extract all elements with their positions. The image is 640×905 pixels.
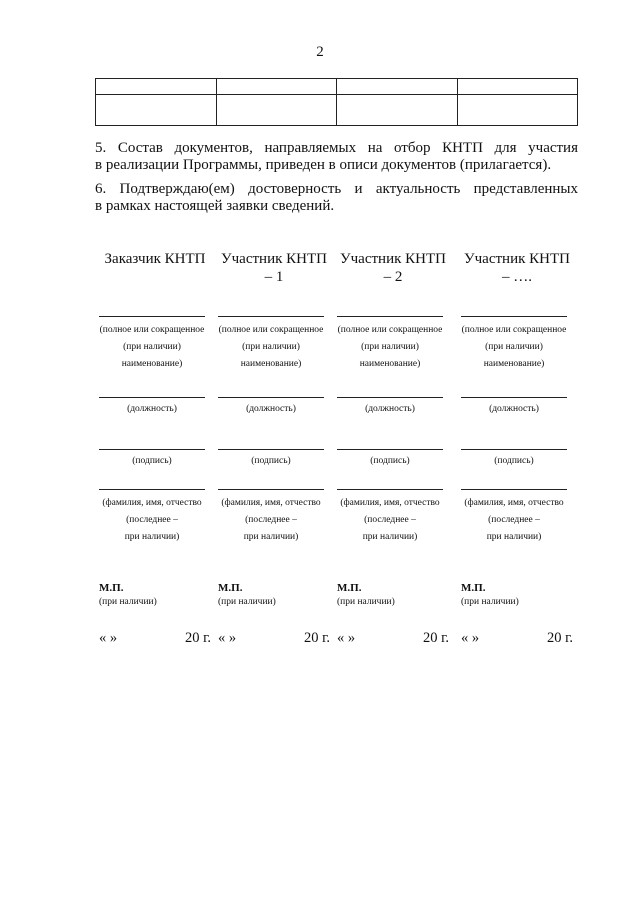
signatory-number: – …. [502, 269, 532, 285]
signatory-title-text: Заказчик КНТП [104, 251, 206, 267]
fio-line [218, 489, 324, 490]
signatory-title [337, 250, 449, 286]
fio-caption: (фамилия, имя, отчество (последнее – при наличии) [221, 498, 321, 542]
fio-line [461, 489, 567, 490]
table-cell [216, 79, 337, 95]
signature-line [461, 449, 567, 450]
signature-caption: (подпись) [132, 456, 172, 466]
name-line [461, 316, 567, 317]
document-table [95, 78, 578, 126]
stamp-label: М.П. [218, 582, 243, 594]
stamp-label: М.П. [461, 582, 486, 594]
fio-caption: (фамилия, имя, отчество (последнее – при наличии) [102, 498, 202, 542]
stamp-note: (при наличии) [218, 597, 276, 607]
signatory-participant-2: Участник КНТП – 2 (полное или сокращенное (при наличии) наименование) (должность) (подпись) (фамилия, имя, отчество (последнее – при наличии) М.П. (при наличии) « » 20 г. [337, 250, 449, 286]
position-line [218, 397, 324, 398]
position-caption: (должность) [246, 404, 296, 414]
signatory-title-text: Участник КНТП [340, 251, 446, 267]
fio-line [99, 489, 205, 490]
paragraph-5 [95, 140, 578, 174]
stamp-label: М.П. [337, 582, 362, 594]
fio-line [337, 489, 443, 490]
position-caption: (должность) [365, 404, 415, 414]
signatory-title-text: Участник КНТП [464, 251, 570, 267]
page-number: 2 [316, 44, 324, 60]
position-caption: (должность) [489, 404, 539, 414]
position-line [99, 397, 205, 398]
signatory-number: – 2 [383, 269, 403, 285]
paragraph-line: в рамках настоящей заявки сведений. [95, 198, 335, 214]
paragraph-6 [95, 181, 578, 215]
signatory-customer: Заказчик КНТП (полное или сокращенное (при наличии) наименование) (должность) (подпись) (фамилия, имя, отчество (последнее – при наличии) М.П. (при наличии) « » 20 г. [99, 250, 211, 268]
signatory-participant-1: Участник КНТП – 1 (полное или сокращенное (при наличии) наименование) (должность) (подпись) (фамилия, имя, отчество (последнее – при наличии) М.П. (при наличии) « » 20 г. [218, 250, 330, 286]
stamp-note: (при наличии) [99, 597, 157, 607]
signatory-title [461, 250, 573, 286]
name-line [337, 316, 443, 317]
paragraph-line: в реализации Программы, приведен в описи документов (прилагается). [95, 157, 552, 173]
table-cell [337, 79, 458, 95]
name-caption: (полное или сокращенное (при наличии) наименование) [337, 325, 443, 369]
signature-caption: (подпись) [251, 456, 291, 466]
stamp-note: (при наличии) [461, 597, 519, 607]
table-cell [96, 95, 217, 126]
paragraph-line: 5. Состав документов, направляемых на отбор КНТП для участия [95, 140, 578, 156]
paragraph-line: 6. Подтверждаю(ем) достоверность и актуальность представленных [95, 181, 578, 197]
name-caption: (полное или сокращенное (при наличии) наименование) [461, 325, 567, 369]
name-caption: (полное или сокращенное (при наличии) наименование) [99, 325, 205, 369]
signature-caption: (подпись) [494, 456, 534, 466]
name-line [218, 316, 324, 317]
table-cell [216, 95, 337, 126]
stamp-label: М.П. [99, 582, 124, 594]
table-cell [96, 79, 217, 95]
fio-caption: (фамилия, имя, отчество (последнее – при наличии) [464, 498, 564, 542]
position-line [461, 397, 567, 398]
name-line [99, 316, 205, 317]
fio-caption: (фамилия, имя, отчество (последнее – при наличии) [340, 498, 440, 542]
position-line [337, 397, 443, 398]
signature-line [99, 449, 205, 450]
position-caption: (должность) [127, 404, 177, 414]
signatory-title [218, 250, 330, 286]
signature-line [218, 449, 324, 450]
signatory-title-text: Участник КНТП [221, 251, 327, 267]
signature-line [337, 449, 443, 450]
table-cell [457, 95, 578, 126]
signatory-number: – 1 [264, 269, 284, 285]
signatory-title [99, 250, 211, 268]
stamp-note: (при наличии) [337, 597, 395, 607]
table-cell [337, 95, 458, 126]
signatory-participant-n: Участник КНТП – …. (полное или сокращенное (при наличии) наименование) (должность) (подпись) (фамилия, имя, отчество (последнее – при наличии) М.П. (при наличии) « » 20 г. [461, 250, 573, 286]
table-cell [457, 79, 578, 95]
name-caption: (полное или сокращенное (при наличии) наименование) [218, 325, 324, 369]
signature-caption: (подпись) [370, 456, 410, 466]
